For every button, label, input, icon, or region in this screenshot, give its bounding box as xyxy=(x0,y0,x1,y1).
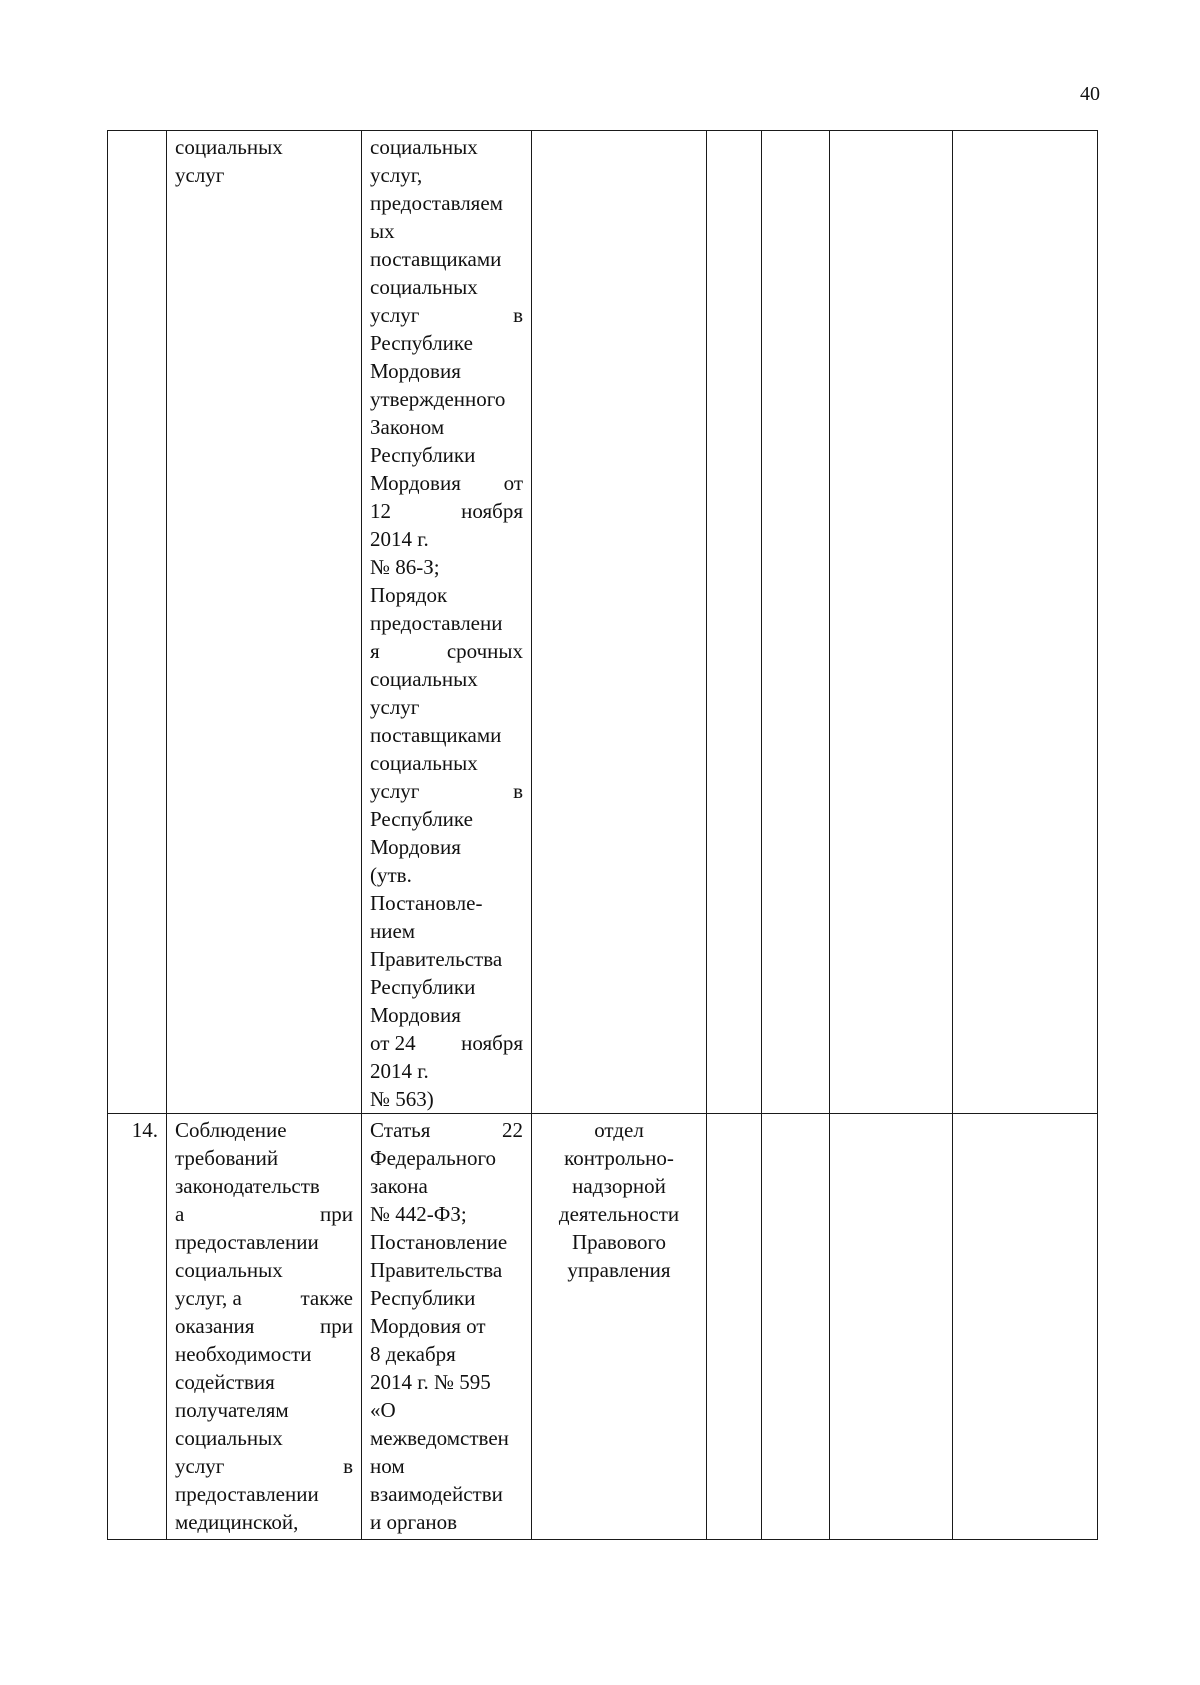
cell-line: надзорной xyxy=(572,1174,666,1198)
cell-line: социальных xyxy=(370,751,478,775)
empty-cell xyxy=(762,131,830,1114)
cell-line: социальных xyxy=(175,1258,283,1282)
cell-line-right: в xyxy=(513,779,523,803)
cell-line: Законом xyxy=(370,415,445,439)
cell-line: взаимодействи xyxy=(370,1482,503,1506)
cell-line: услуг, xyxy=(370,163,423,187)
cell-line: законодательств xyxy=(175,1174,320,1198)
cell-line: социальных xyxy=(175,1426,283,1450)
cell-line: социальных xyxy=(370,275,478,299)
legal-basis-cell xyxy=(362,131,532,1114)
responsible-unit-cell xyxy=(532,131,707,1114)
cell-line-right: при xyxy=(320,1314,353,1338)
empty-cell xyxy=(707,131,762,1114)
cell-line: 2014 г. xyxy=(370,1059,429,1083)
cell-line: ых xyxy=(370,219,395,243)
empty-cell xyxy=(762,1114,830,1540)
cell-line: деятельности xyxy=(558,1202,680,1226)
responsible-unit-cell xyxy=(532,1114,707,1540)
cell-line: контрольно- xyxy=(564,1146,674,1170)
control-measures-table xyxy=(107,130,1098,1540)
cell-line: Правительства xyxy=(370,1258,503,1282)
empty-cell xyxy=(953,131,1098,1114)
cell-line-left: Мордовия xyxy=(370,471,461,495)
cell-line: 2014 г. xyxy=(370,527,429,551)
cell-line: Соблюдение xyxy=(175,1118,287,1142)
requirement-cell xyxy=(167,131,362,1114)
cell-line xyxy=(370,469,523,497)
cell-line: предоставлении xyxy=(175,1482,319,1506)
cell-line: медицинской, xyxy=(175,1510,299,1534)
cell-line-left: Статья xyxy=(370,1118,431,1142)
cell-line xyxy=(175,1284,353,1312)
cell-line-left: услуг xyxy=(370,779,420,803)
cell-line: получателям xyxy=(175,1398,289,1422)
cell-line xyxy=(370,497,523,525)
legal-basis-cell xyxy=(362,1114,532,1540)
table-row xyxy=(108,1114,1098,1540)
cell-line: межведомствен xyxy=(370,1426,509,1450)
cell-line: Порядок xyxy=(370,583,448,607)
cell-line: поставщиками xyxy=(370,723,502,747)
cell-line: «О xyxy=(370,1398,396,1422)
cell-line xyxy=(370,1116,523,1144)
cell-line: Правительства xyxy=(370,947,503,971)
cell-line: № 442-ФЗ; xyxy=(370,1202,467,1226)
cell-line: содействия xyxy=(175,1370,275,1394)
empty-cell xyxy=(953,1114,1098,1540)
cell-line: Республики xyxy=(370,1286,476,1310)
cell-line: Республике xyxy=(370,807,473,831)
cell-line: Мордовия xyxy=(370,359,461,383)
cell-line-right: от xyxy=(503,471,523,495)
cell-line: необходимости xyxy=(175,1342,312,1366)
cell-line xyxy=(175,1452,353,1480)
cell-line-right: 22 xyxy=(502,1118,523,1142)
cell-line-left: 12 xyxy=(370,499,391,523)
cell-line: и органов xyxy=(370,1510,458,1534)
empty-cell xyxy=(830,131,953,1114)
cell-line: 2014 г. № 595 xyxy=(370,1370,491,1394)
cell-line-right: также xyxy=(300,1286,353,1310)
empty-cell xyxy=(707,1114,762,1540)
cell-line: требований xyxy=(175,1146,279,1170)
empty-cell xyxy=(830,1114,953,1540)
cell-line: № 86-З; xyxy=(370,555,440,579)
page-number: 40 xyxy=(1080,83,1100,105)
cell-line-left: услуг xyxy=(175,1454,225,1478)
cell-line-left: оказания xyxy=(175,1314,255,1338)
cell-line: предоставляем xyxy=(370,191,503,215)
cell-line: (утв. xyxy=(370,863,412,887)
cell-line: предоставлении xyxy=(175,1230,319,1254)
cell-line xyxy=(370,637,523,665)
cell-line: Постановление xyxy=(370,1230,508,1254)
cell-line-left: услуг xyxy=(370,303,420,327)
cell-line: услуг xyxy=(175,163,225,187)
cell-line: услуг xyxy=(370,695,420,719)
cell-line: Мордовия от xyxy=(370,1314,486,1338)
cell-line: социальных xyxy=(175,135,283,159)
cell-line: поставщиками xyxy=(370,247,502,271)
cell-line: № 563) xyxy=(370,1087,434,1111)
row-number-cell: 14. xyxy=(108,1114,167,1540)
cell-line-right: ноября xyxy=(461,1031,523,1055)
cell-line: социальных xyxy=(370,135,478,159)
cell-line: Республики xyxy=(370,443,476,467)
cell-line xyxy=(175,1312,353,1340)
cell-line: Постановле- xyxy=(370,891,483,915)
cell-line: социальных xyxy=(370,667,478,691)
cell-line: Правового xyxy=(571,1230,667,1254)
cell-line: Мордовия xyxy=(370,835,461,859)
cell-line-right: при xyxy=(320,1202,353,1226)
cell-line-left: я xyxy=(370,639,380,663)
cell-line: закона xyxy=(370,1174,428,1198)
row-number-cell xyxy=(108,131,167,1114)
cell-line: отдел xyxy=(594,1118,644,1142)
cell-line: ном xyxy=(370,1454,405,1478)
cell-line: предоставлени xyxy=(370,611,503,635)
cell-line: управления xyxy=(567,1258,671,1282)
cell-line-left: от 24 xyxy=(370,1031,416,1055)
cell-line xyxy=(370,777,523,805)
cell-line-right: в xyxy=(343,1454,353,1478)
table-row xyxy=(108,131,1098,1114)
cell-line: Федерального xyxy=(370,1146,497,1170)
cell-line xyxy=(370,301,523,329)
cell-line-left: а xyxy=(175,1202,185,1226)
cell-line: Республики xyxy=(370,975,476,999)
cell-line xyxy=(175,1200,353,1228)
cell-line: нием xyxy=(370,919,416,943)
cell-line: Республике xyxy=(370,331,473,355)
cell-line-right: в xyxy=(513,303,523,327)
cell-line-right: ноября xyxy=(461,499,523,523)
cell-line-right: срочных xyxy=(446,639,523,663)
cell-line xyxy=(370,1029,523,1057)
cell-line-left: услуг, а xyxy=(175,1286,242,1310)
cell-line: 8 декабря xyxy=(370,1342,456,1366)
cell-line: утвержденного xyxy=(370,387,506,411)
cell-line: Мордовия xyxy=(370,1003,461,1027)
requirement-cell xyxy=(167,1114,362,1540)
